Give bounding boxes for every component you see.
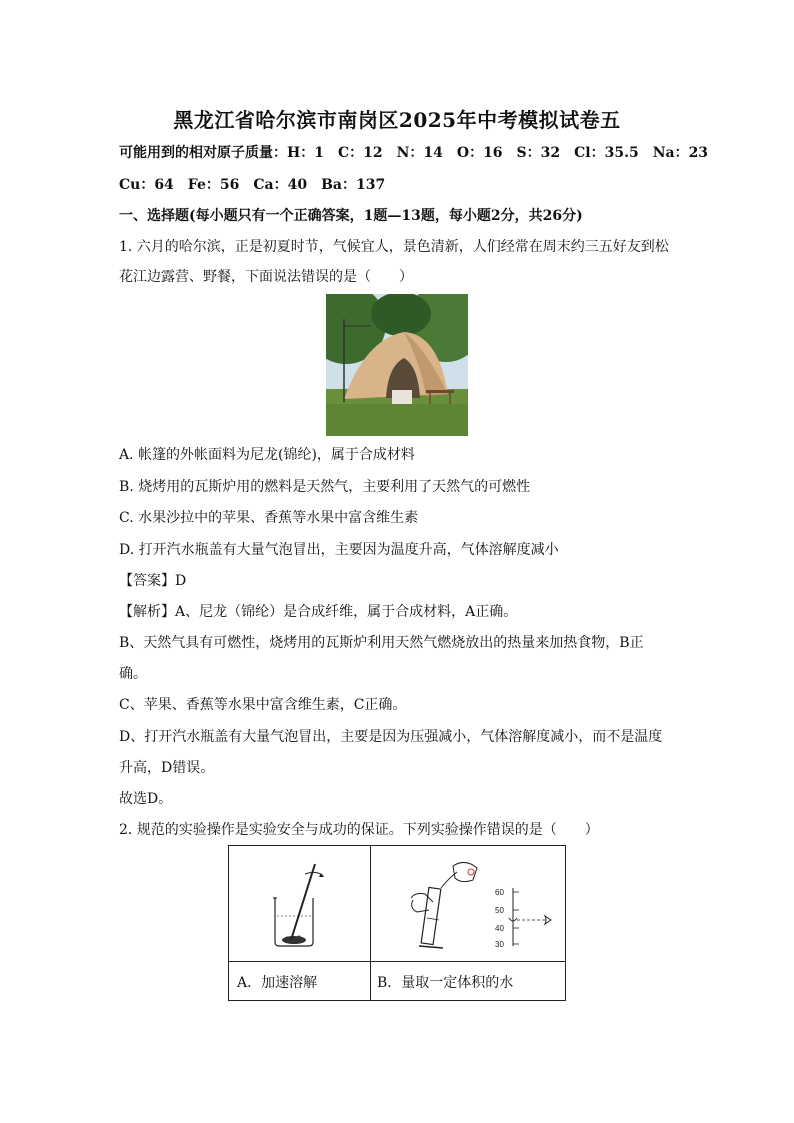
beaker-stirring-figure (269, 860, 329, 954)
camping-tent-photo (326, 294, 468, 436)
table-divider-vertical (370, 846, 371, 1000)
q1-option-c: C. 水果沙拉中的苹果、香蕉等水果中富含维生素 (119, 510, 419, 526)
graduated-cylinder-figure (405, 858, 555, 957)
scale-label-30: 30 (495, 940, 504, 949)
q1-analysis-line-7: 故选D。 (119, 791, 173, 807)
q2-option-a-caption: A．加速溶解 (237, 975, 318, 991)
page-title: 黑龙江省哈尔滨市南岗区2025年中考模拟试卷五 (173, 108, 621, 132)
scale-label-50: 50 (495, 906, 504, 915)
q1-answer: 【答案】D (119, 573, 187, 589)
table-divider-horizontal (229, 961, 565, 962)
q2-stem: 2. 规范的实验操作是实验安全与成功的保证。下列实验操作错误的是（ ） (119, 822, 599, 838)
q1-analysis-line-5: D、打开汽水瓶盖有大量气泡冒出，主要是因为压强减小，气体溶解度减小，而不是温度 (119, 729, 663, 745)
q1-analysis-line-1: 【解析】A、尼龙（锦纶）是合成纤维，属于合成材料，A正确。 (119, 604, 518, 620)
scale-label-60: 60 (495, 888, 504, 897)
q1-option-a: A. 帐篷的外帐面料为尼龙(锦纶)，属于合成材料 (119, 447, 415, 463)
q1-option-d: D. 打开汽水瓶盖有大量气泡冒出，主要因为温度升高，气体溶解度减小 (119, 542, 559, 558)
q1-analysis-line-6: 升高，D错误。 (119, 760, 215, 776)
q2-figure-table (228, 845, 566, 1001)
section-heading: 一、选择题(每小题只有一个正确答案，1题—13题，每小题2分，共26分) (119, 208, 583, 224)
q1-stem-line-1: 1. 六月的哈尔滨，正是初夏时节，气候宜人，景色清新，人们经常在周末约三五好友到松 (119, 239, 669, 255)
q1-stem-line-2: 花江边露营、野餐，下面说法错误的是（ ） (119, 269, 413, 285)
q1-option-b: B. 烧烤用的瓦斯炉用的燃料是天然气，主要利用了天然气的可燃性 (119, 479, 531, 495)
scale-label-40: 40 (495, 924, 504, 933)
atomic-masses-line-2: Cu：64 Fe：56 Ca：40 Ba：137 (119, 177, 386, 193)
atomic-masses-line-1: 可能用到的相对原子质量：H：1 C：12 N：14 O：16 S：32 Cl：35.5 Na：23 (119, 145, 709, 161)
q1-analysis-line-4: C、苹果、香蕉等水果中富含维生素，C正确。 (119, 697, 407, 713)
q2-option-b-caption: B．量取一定体积的水 (377, 975, 514, 991)
q1-analysis-line-3: 确。 (119, 666, 147, 682)
q1-analysis-line-2: B、天然气具有可燃性，烧烤用的瓦斯炉利用天然气燃烧放出的热量来加热食物，B正 (119, 635, 644, 651)
